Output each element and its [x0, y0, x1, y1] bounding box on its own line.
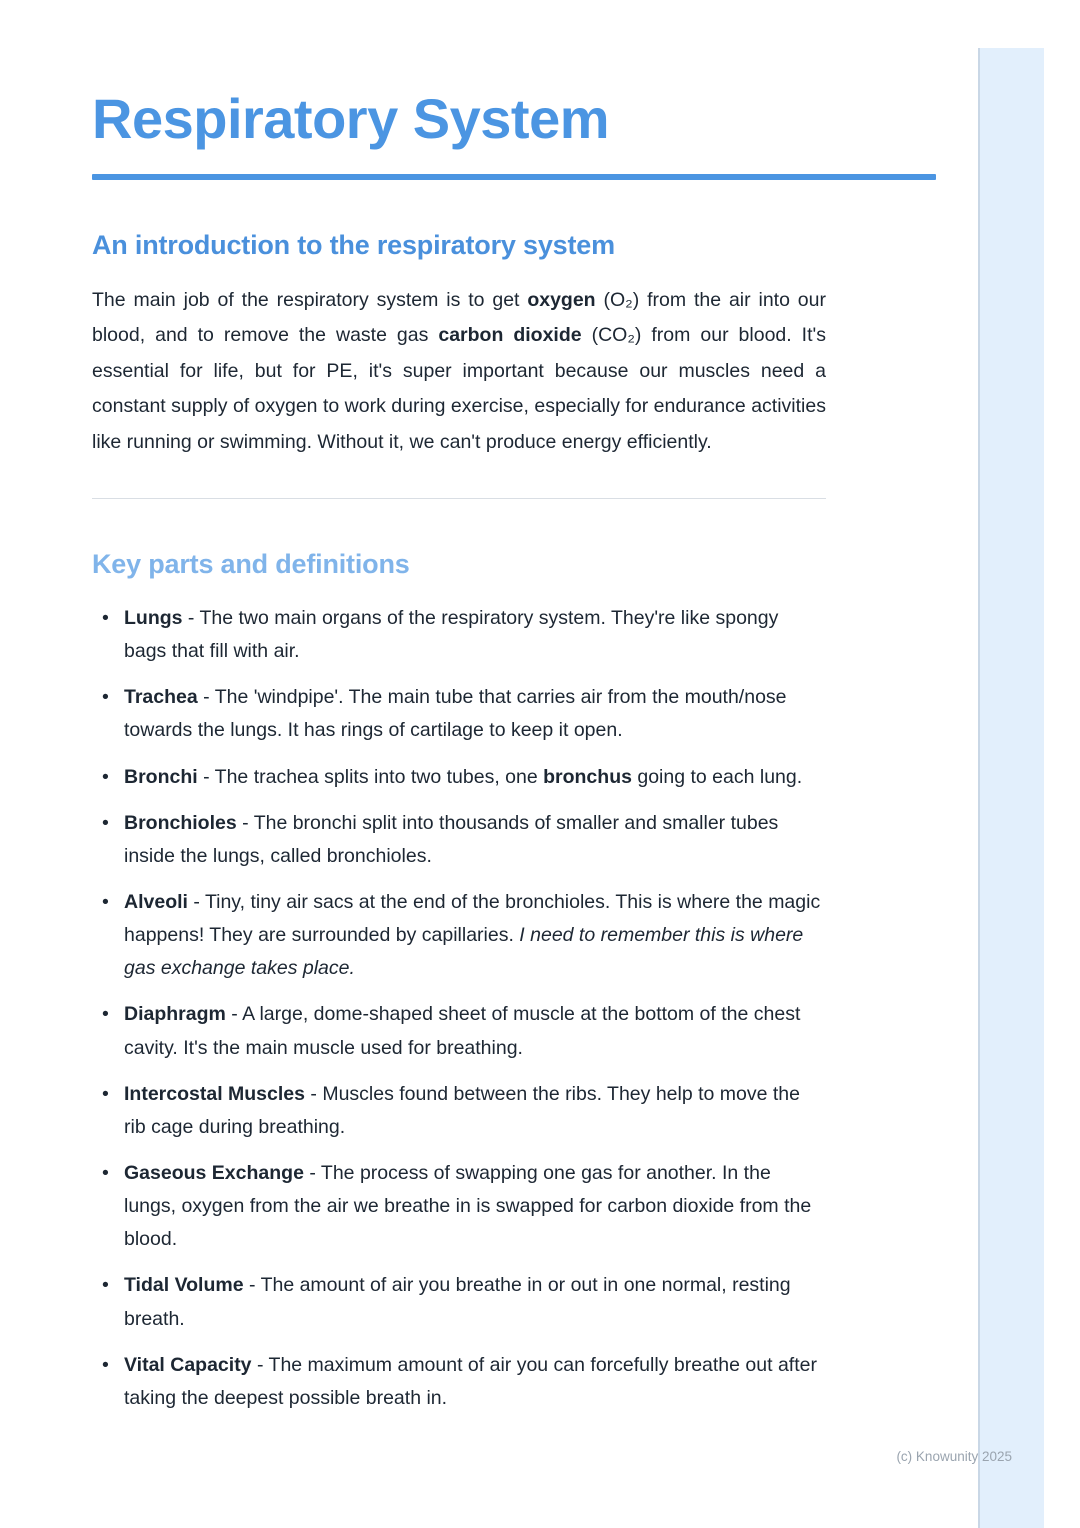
intro-text-2: (O₂) from the air into our blood, and to remove the waste gas	[92, 288, 826, 347]
definition-item-gaseous-exchange	[92, 1157, 826, 1256]
definition-item-bronchioles	[92, 807, 826, 873]
title-rule	[92, 174, 936, 180]
definition-term: Bronchi	[124, 765, 198, 788]
definition-item-trachea	[92, 681, 826, 747]
definition-note-italic: I need to remember this is where gas exchange takes place.	[124, 924, 804, 980]
definition-desc: The maximum amount of air you can forcefully breathe out after taking the deepest possible breath in.	[124, 1353, 817, 1409]
definition-desc: Tiny, tiny air sacs at the end of the bronchioles. This is where the magic happens! They are surrounded by capillaries.	[124, 891, 821, 947]
definition-sep: -	[256, 1353, 264, 1376]
definition-desc: The process of swapping one gas for another. In the lungs, oxygen from the air we breathe in is swapped for carbon dioxide from the blood.	[124, 1161, 812, 1251]
definition-term: Intercostal Muscles	[124, 1082, 305, 1105]
definition-term: Vital Capacity	[124, 1353, 252, 1376]
definition-desc: Muscles found between the ribs. They help to move the rib cage during breathing.	[124, 1082, 800, 1138]
definition-desc: The trachea splits into two tubes, one	[214, 765, 544, 788]
definition-desc: The 'windpipe'. The main tube that carries air from the mouth/nose towards the lungs. It has rings of cartilage to keep it open.	[124, 686, 787, 742]
page-title: Respiratory System	[92, 87, 610, 150]
definition-sep: -	[203, 686, 210, 709]
intro-bold-oxygen: oxygen	[527, 288, 596, 311]
definition-term: Alveoli	[124, 891, 188, 913]
definitions-heading: Key parts and definitions	[92, 549, 410, 580]
intro-bold-carbon-dioxide: carbon dioxide	[438, 324, 582, 347]
definition-desc: The amount of air you breathe in or out in one normal, resting breath.	[124, 1274, 791, 1330]
definition-term: Gaseous Exchange	[124, 1161, 304, 1184]
definition-item-alveoli	[92, 886, 826, 985]
definition-term: Bronchioles	[124, 811, 237, 834]
definition-sep: -	[203, 765, 210, 788]
section-divider	[92, 498, 826, 499]
intro-section	[92, 283, 826, 460]
definition-item-lungs	[92, 602, 826, 668]
definition-sep: -	[187, 607, 195, 630]
definition-item-intercostal-muscles	[92, 1078, 826, 1144]
definition-sep: -	[193, 891, 200, 913]
footer-credit: (c) Knowunity 2025	[896, 1449, 1012, 1464]
definitions-list	[92, 602, 826, 1415]
definition-term: Lungs	[124, 607, 183, 630]
definition-inline-bold: bronchus	[543, 765, 632, 788]
definition-sep: -	[231, 1003, 238, 1026]
definition-sep: -	[310, 1082, 317, 1105]
intro-text-3: (CO₂) from our blood. It's essential for life, but for PE, it's super important because our muscles need a constant supply of oxygen to work during exercise, especially for endurance activities like running or swimming. Without it, we can't produce energy efficiently.	[92, 324, 826, 453]
definition-item-bronchi	[92, 761, 826, 794]
definition-sep: -	[242, 811, 249, 834]
intro-paragraph	[92, 283, 826, 460]
definition-item-vital-capacity	[92, 1349, 826, 1415]
definition-item-tidal-volume	[92, 1269, 826, 1335]
definition-sep: -	[248, 1274, 256, 1297]
definition-sep: -	[309, 1161, 316, 1184]
definition-desc-cont: going to each lung.	[631, 765, 803, 788]
definition-desc: A large, dome-shaped sheet of muscle at the bottom of the chest cavity. It's the main muscle used for breathing.	[124, 1003, 801, 1059]
definition-term: Tidal Volume	[124, 1274, 244, 1297]
intro-text-1: The main job of the respiratory system is to get	[92, 288, 528, 311]
definition-desc: The bronchi split into thousands of smaller and smaller tubes inside the lungs, called bronchioles.	[124, 811, 779, 867]
definition-item-diaphragm	[92, 998, 826, 1064]
intro-heading: An introduction to the respiratory system	[92, 229, 615, 260]
definition-term: Trachea	[124, 686, 198, 709]
definition-desc: The two main organs of the respiratory system. They're like spongy bags that fill with air.	[124, 607, 779, 663]
definition-term: Diaphragm	[124, 1003, 226, 1026]
